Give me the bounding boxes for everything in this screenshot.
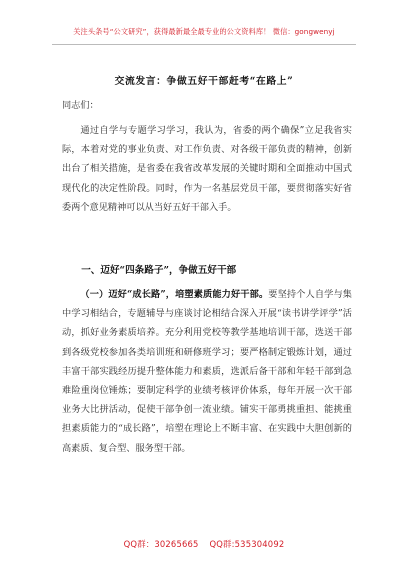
sub-paragraph-text: 要坚持个人自学与集中学习相结合，专题辅导与座谈讨论相结合深入开展“读书讲学评学”活动，抓好业务素质培养。充分利用党校等教学基地培训干部，选送干部到各级党校参加各类培训班和研修班学习；要严格制定锻炼计划，通过丰富干部实践经历提升整体能力和素质，选派后备干部和年轻干部到急难险重岗位锤炼；要制定科学的业绩考核评价体系，每年开展一次干部业务大比拼活动，促使干部争创一流业绩。铺实干部勇挑重担、能挑重担素质能力的“成长路”，培塑在理论上不断丰富、在实践中大胆创新的高素质、复合型、服务型干部。 <box>62 289 352 454</box>
footer-contact <box>0 538 408 550</box>
salutation: 同志们： <box>62 100 99 111</box>
header-divider <box>52 44 356 45</box>
sub-section-paragraph <box>62 285 352 458</box>
section-heading: 一、迈好“四条路子”，争做五好干部 <box>81 265 237 276</box>
qq-group-1: QQ群：30265665 <box>123 539 199 549</box>
document-title: 交流发言：争做五好干部赶考“在路上” <box>114 76 294 87</box>
sub-heading: （一）迈好“成长路”，培塑素质能力好干部。 <box>80 289 269 300</box>
qq-group-2: QQ群:535304092 <box>209 539 285 549</box>
header-notice: 关注头条号“公文研究”，获得最新最全最专业的公文资料库！ 微信：gongwenyj <box>73 27 335 36</box>
intro-paragraph: 通过自学与专题学习学习，我认为，省委的两个确保”立足我省实际，本着对党的事业负责、对工作负责、对各级干部负责的精神，创新出台了相关措施，是省委在我省改革发展的关键时期和全面推动中国式现代化的决定性阶段。同时，作为一名基层党员干部，要贯彻落实好省委两个意见精神可以从当好五好干部入手。 <box>62 125 352 213</box>
